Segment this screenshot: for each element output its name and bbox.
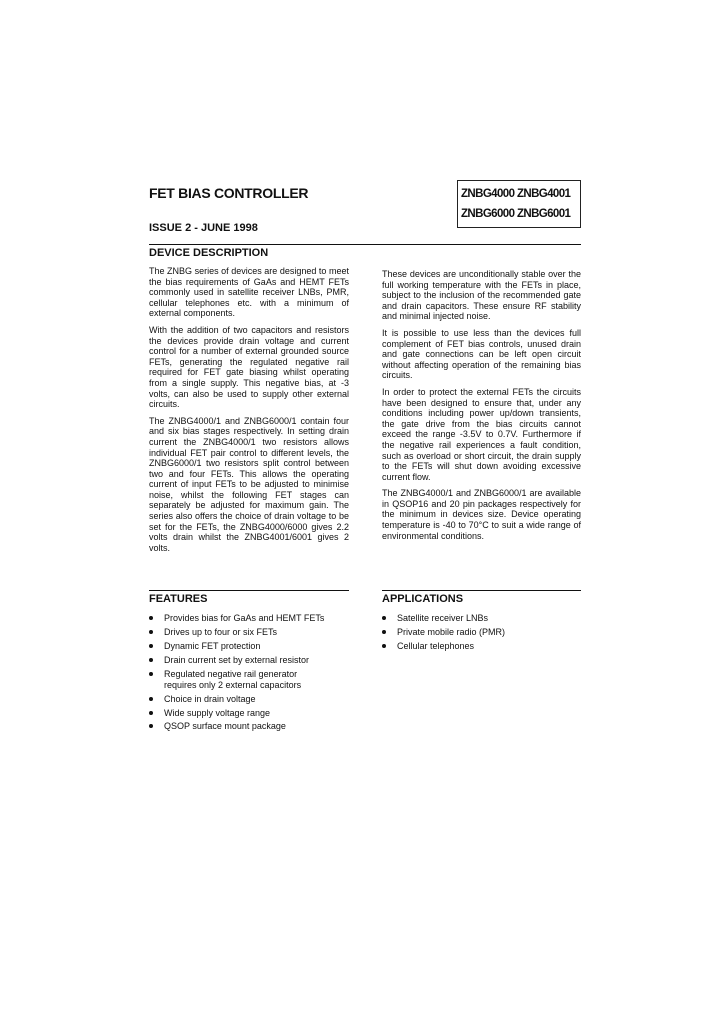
description-paragraph: It is possible to use less than the devices full complement of FET bias controls, unused drain and gate connections can be left open circuit without affecting operation of the remaining bias circuits. (382, 327, 581, 381)
bullet-icon (382, 616, 386, 620)
description-paragraph: The ZNBG series of devices are designed to meet the bias requirements of GaAs and HEMT FETs commonly used in satellite receiver LNBs, PMR, cellular telephones etc. with a minimum of external components. (149, 266, 349, 319)
list-item: Drain current set by external resistor (149, 655, 354, 666)
description-left-column (149, 266, 349, 559)
features-heading: FEATURES (149, 593, 208, 605)
bullet-icon (149, 697, 153, 701)
list-item: QSOP surface mount package (149, 721, 354, 732)
description-paragraph: In order to protect the external FETs the circuits have been designed to ensure that, under any conditions including power up/down transients, the gate drive from the bias circuits cannot exceed the range -3.5V to 0.7V. Furthermore if the negative rail experiences a fault condition, such as overload or short circuit, the drain supply to the FETs will shut down avoiding excessive current flow. (382, 386, 581, 482)
list-item: Dynamic FET protection (149, 641, 354, 652)
bullet-icon (382, 630, 386, 634)
bullet-icon (149, 616, 153, 620)
description-paragraph: The ZNBG4000/1 and ZNBG6000/1 are available in QSOP16 and 20 pin packages respectively for the minimum in devices size. Device operating temperature is -40 to 70°C to suit a wide range of environmental conditions. (382, 488, 581, 541)
part-number-box (457, 180, 581, 228)
list-item: Satellite receiver LNBs (382, 613, 581, 624)
description-right-column (382, 269, 581, 547)
section-divider (149, 244, 581, 245)
bullet-icon (149, 724, 153, 728)
issue-date: ISSUE 2 - JUNE 1998 (149, 222, 258, 234)
description-paragraph: With the addition of two capacitors and resistors the devices provide drain voltage and current control for a number of external grounded source FETs, generating the regulated negative rail required for FET gate biasing whilst operating from a single supply. This negative bias, at -3 volts, can also be used to supply other external circuits. (149, 324, 349, 410)
part-numbers-line-1: ZNBG4000 ZNBG4001 (461, 188, 571, 200)
features-divider (149, 590, 349, 591)
bullet-icon (149, 711, 153, 715)
features-list (149, 613, 354, 735)
list-item: Wide supply voltage range (149, 708, 354, 719)
bullet-icon (382, 644, 386, 648)
list-item: Drives up to four or six FETs (149, 627, 354, 638)
list-item: Cellular telephones (382, 641, 581, 652)
list-item: Provides bias for GaAs and HEMT FETs (149, 613, 354, 624)
applications-list (382, 613, 581, 655)
list-item: Choice in drain voltage (149, 694, 354, 705)
applications-heading: APPLICATIONS (382, 593, 464, 605)
bullet-icon (149, 672, 153, 676)
list-item: Private mobile radio (PMR) (382, 627, 581, 638)
applications-divider (382, 590, 581, 591)
part-numbers-line-2: ZNBG6000 ZNBG6001 (461, 208, 571, 220)
list-item: Regulated negative rail generator requires only 2 external capacitors (149, 669, 354, 690)
bullet-icon (149, 644, 153, 648)
bullet-icon (149, 658, 153, 662)
description-paragraph: The ZNBG4000/1 and ZNBG6000/1 contain four and six bias stages respectively. In setting drain current the ZNBG4000/1 two resistors allows individual FET pair control to different levels, the ZNBG6000/1 two resistors split control between two and four FETs. This allows the operating current of input FETs to be adjusted to minimise noise, whilst the following FET stages can separately be adjusted for maximum gain. The series also offers the choice of drain voltage to be set for the FETs, the ZNBG4000/6000 gives 2.2 volts drain whilst the ZNBG4001/6001 gives 2 volts. (149, 415, 349, 553)
document-title: FET BIAS CONTROLLER (149, 185, 309, 201)
bullet-icon (149, 630, 153, 634)
description-paragraph: These devices are unconditionally stable over the full working temperature with the FETs in place, subject to the inclusion of the recommended gate and drain capacitors. These ensure RF stability and minimal injected noise. (382, 269, 581, 322)
device-description-heading: DEVICE DESCRIPTION (149, 247, 269, 259)
